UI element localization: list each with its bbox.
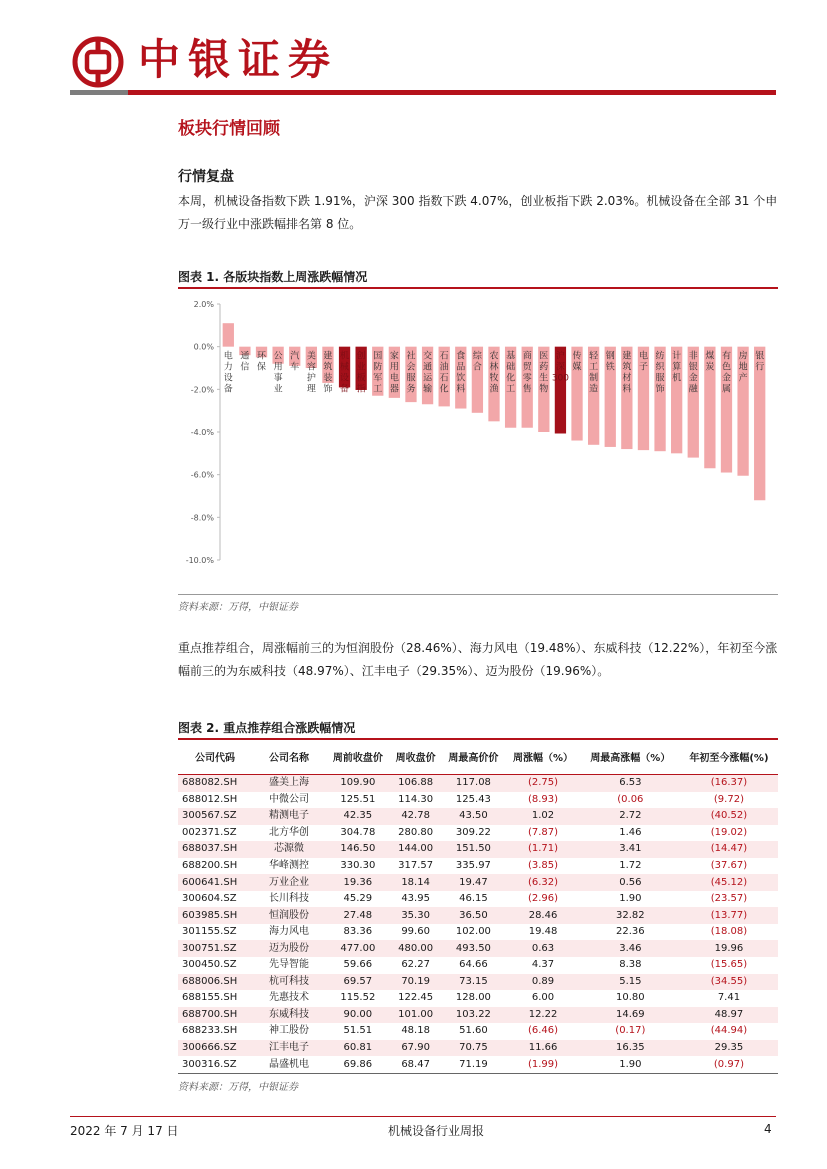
category-label: 综合 bbox=[472, 351, 482, 373]
table-row bbox=[178, 1007, 778, 1024]
category-label: 房地产 bbox=[738, 351, 748, 384]
table-cell: (34.55) bbox=[680, 974, 778, 991]
table-row bbox=[178, 1056, 778, 1073]
table-cell: 杭可科技 bbox=[252, 974, 326, 991]
table-cell: 90.00 bbox=[326, 1007, 390, 1024]
table-cell: 北方华创 bbox=[269, 826, 309, 838]
table-cell: 18.14 bbox=[390, 874, 442, 891]
table-cell: 280.80 bbox=[398, 826, 434, 838]
table-cell: 688082.SH bbox=[178, 775, 252, 792]
table-cell: 151.50 bbox=[442, 841, 506, 858]
table-cell: 146.50 bbox=[326, 841, 390, 858]
table-cell: 35.30 bbox=[390, 907, 442, 924]
category-label: 轻工制造 bbox=[589, 351, 599, 395]
category-label: 美容护理 bbox=[306, 351, 316, 395]
table-cell: 神工股份 bbox=[269, 1025, 309, 1037]
table-cell: 0.63 bbox=[505, 940, 581, 957]
table-cell: 32.82 bbox=[581, 907, 680, 924]
table-cell: 36.50 bbox=[442, 907, 506, 924]
table-cell: 688233.SH bbox=[182, 1025, 238, 1037]
table-cell: 300751.SZ bbox=[178, 940, 252, 957]
table-cell: 83.36 bbox=[343, 926, 373, 938]
category-label: 环保 bbox=[257, 351, 267, 373]
table-cell: 先导智能 bbox=[269, 959, 309, 971]
table-cell: 6.00 bbox=[531, 992, 555, 1004]
table-cell: 19.96 bbox=[680, 940, 778, 957]
table-cell: 335.97 bbox=[455, 860, 491, 871]
table-cell: 1.46 bbox=[619, 826, 642, 838]
table-cell: 002371.SZ bbox=[182, 826, 237, 838]
figure1-rule bbox=[178, 287, 778, 289]
category-label: 传媒 bbox=[572, 351, 582, 373]
footer-title: 机械设备行业周报 bbox=[388, 1124, 485, 1138]
table-cell: 688155.SH bbox=[182, 992, 238, 1004]
category-label: 商贸零售 bbox=[522, 351, 532, 395]
table-header-cell: 周最高价价 bbox=[442, 742, 506, 775]
category-label: 银行 bbox=[755, 351, 765, 373]
table-cell: 69.86 bbox=[326, 1056, 390, 1073]
category-label: 钢铁 bbox=[605, 351, 615, 373]
table-cell: (14.47) bbox=[680, 841, 778, 858]
table-cell: 6.53 bbox=[581, 775, 680, 792]
category-label: 食品饮料 bbox=[456, 351, 466, 395]
table-cell: 70.19 bbox=[390, 974, 442, 991]
table-cell: 11.66 bbox=[505, 1040, 581, 1057]
category-label: 建筑材料 bbox=[622, 351, 632, 395]
table-cell: (2.75) bbox=[505, 775, 581, 792]
table-cell: 62.27 bbox=[401, 959, 430, 971]
table-cell: 128.00 bbox=[455, 992, 491, 1004]
figure1-source: 资料来源：万得，中银证券 bbox=[178, 602, 298, 613]
category-label: 有色金属 bbox=[721, 351, 731, 395]
table-cell: 迈为股份 bbox=[252, 940, 326, 957]
figure2-rule bbox=[178, 738, 778, 740]
table-cell: 7.41 bbox=[717, 992, 741, 1004]
table-cell: (0.17) bbox=[615, 1025, 646, 1037]
table-cell: 先惠技术 bbox=[269, 992, 309, 1004]
table-cell: 海力风电 bbox=[269, 926, 309, 938]
table-cell: 29.35 bbox=[680, 1040, 778, 1057]
table-cell: 144.00 bbox=[390, 841, 442, 858]
sector-bar-chart bbox=[178, 290, 778, 590]
table-cell: 125.51 bbox=[340, 793, 376, 805]
category-label: 煤炭 bbox=[705, 351, 715, 373]
table-cell: 117.08 bbox=[442, 775, 506, 792]
table-cell: 600641.SH bbox=[178, 874, 252, 891]
table-cell: 1.02 bbox=[505, 808, 581, 825]
table-cell: (18.08) bbox=[710, 926, 748, 938]
table-cell: (9.72) bbox=[713, 793, 744, 805]
table-cell: 300666.SZ bbox=[178, 1040, 252, 1057]
table-cell: 2.72 bbox=[581, 808, 680, 825]
figure2-source: 资料来源：万得，中银证券 bbox=[178, 1082, 298, 1093]
y-tick-label: -10.0% bbox=[185, 556, 214, 565]
table-cell: 19.48 bbox=[528, 926, 558, 938]
table-cell: 48.18 bbox=[401, 1025, 430, 1037]
table-header-cell: 周涨幅（%） bbox=[505, 742, 581, 775]
table-cell: 22.36 bbox=[616, 926, 645, 938]
figure1-source-rule bbox=[178, 594, 778, 595]
table-cell: 42.78 bbox=[390, 808, 442, 825]
table-cell: 68.47 bbox=[390, 1056, 442, 1073]
table-row bbox=[178, 874, 778, 891]
table-cell: (1.71) bbox=[505, 841, 581, 858]
table-cell: 42.35 bbox=[326, 808, 390, 825]
table-cell: 67.90 bbox=[390, 1040, 442, 1057]
table-cell: 东威科技 bbox=[252, 1007, 326, 1024]
portfolio-paragraph: 重点推荐组合，周涨幅前三的为恒润股份（28.46%）、海力风电（19.48%）、东威科技（12.22%），年初至今涨幅前三的为东威科技（48.97%）、江丰电子（29.35%）、迈为股份（19.96%）。 bbox=[178, 641, 778, 678]
table-row bbox=[178, 891, 778, 908]
table-cell: 304.78 bbox=[340, 826, 376, 838]
table-row bbox=[178, 825, 778, 842]
sub-title: 行情复盘 bbox=[178, 169, 234, 185]
table-cell: 51.60 bbox=[459, 1025, 488, 1037]
table-cell: 51.51 bbox=[343, 1025, 373, 1037]
table-cell: 43.50 bbox=[442, 808, 506, 825]
page-number: 4 bbox=[764, 1122, 772, 1136]
table-row bbox=[178, 957, 778, 974]
table-cell: (15.65) bbox=[710, 959, 748, 971]
table-cell: 603985.SH bbox=[178, 907, 252, 924]
table-cell: 99.60 bbox=[401, 926, 430, 938]
table-cell: 46.15 bbox=[459, 893, 488, 905]
table-row bbox=[178, 907, 778, 924]
table-row bbox=[178, 1040, 778, 1057]
category-label: 汽车 bbox=[290, 351, 300, 373]
category-label: 沪深 300 bbox=[551, 351, 570, 384]
table-cell: 10.80 bbox=[616, 992, 645, 1004]
bank-logo-icon bbox=[72, 36, 124, 88]
table-cell: (23.57) bbox=[710, 893, 748, 905]
table-cell: 115.52 bbox=[340, 992, 376, 1004]
table-cell: 43.95 bbox=[401, 893, 430, 905]
table-cell: 73.15 bbox=[442, 974, 506, 991]
table-row bbox=[178, 841, 778, 858]
table-cell: (16.37) bbox=[680, 775, 778, 792]
table-row bbox=[178, 808, 778, 825]
section-title: 板块行情回顾 bbox=[178, 119, 280, 139]
category-label: 非银金融 bbox=[688, 351, 698, 395]
table-cell: (45.12) bbox=[680, 874, 778, 891]
table-cell: 1.90 bbox=[619, 893, 642, 905]
table-cell: 493.50 bbox=[442, 940, 506, 957]
table-cell: 300567.SZ bbox=[178, 808, 252, 825]
table-cell: 12.22 bbox=[505, 1007, 581, 1024]
table-cell: 69.57 bbox=[326, 974, 390, 991]
category-label: 机械设备 bbox=[340, 351, 350, 395]
table-cell: 300604.SZ bbox=[182, 893, 237, 905]
table-cell: 0.56 bbox=[581, 874, 680, 891]
table-cell: 59.66 bbox=[343, 959, 373, 971]
table-header-cell: 周最高涨幅（%） bbox=[581, 742, 680, 775]
table-cell: 103.22 bbox=[442, 1007, 506, 1024]
table-header-cell: 公司代码 bbox=[178, 742, 252, 775]
table-cell: 477.00 bbox=[326, 940, 390, 957]
category-label: 国防军工 bbox=[373, 351, 383, 395]
table-cell: 688012.SH bbox=[182, 793, 238, 805]
table-cell: 688700.SH bbox=[178, 1007, 252, 1024]
y-tick-label: 2.0% bbox=[193, 300, 214, 309]
table-header-cell: 周收盘价 bbox=[390, 742, 442, 775]
table-row bbox=[178, 775, 778, 792]
table-header-row bbox=[178, 742, 778, 775]
portfolio-table bbox=[178, 742, 778, 1074]
table-cell: 4.37 bbox=[531, 959, 555, 971]
table-cell: 480.00 bbox=[390, 940, 442, 957]
y-tick-label: -4.0% bbox=[190, 428, 214, 437]
table-cell: (6.46) bbox=[527, 1025, 559, 1037]
table-cell: 28.46 bbox=[505, 907, 581, 924]
table-cell: 中微公司 bbox=[269, 793, 309, 805]
market-review-paragraph: 本周，机械设备指数下跌 1.91%，沪深 300 指数下跌 4.07%，创业板指下跌 2.03%。机械设备在全部 31 个申万一级行业中涨跌幅排名第 8 位。 bbox=[178, 194, 778, 231]
table-cell: 330.30 bbox=[340, 860, 376, 871]
table-cell: 48.97 bbox=[680, 1007, 778, 1024]
table-cell: (0.06 bbox=[617, 793, 644, 805]
table-cell: 3.41 bbox=[581, 841, 680, 858]
table-cell: 万业企业 bbox=[252, 874, 326, 891]
table-cell: 300316.SZ bbox=[178, 1056, 252, 1073]
category-label: 纺织服饰 bbox=[655, 351, 665, 395]
table-cell: 64.66 bbox=[459, 959, 488, 971]
table-cell: 晶盛机电 bbox=[252, 1056, 326, 1073]
category-label: 社会服务 bbox=[406, 351, 416, 395]
category-label: 公用事业 bbox=[273, 351, 283, 395]
table-row bbox=[178, 858, 778, 875]
table-cell: 江丰电子 bbox=[252, 1040, 326, 1057]
table-cell: 14.69 bbox=[581, 1007, 680, 1024]
table-cell: 8.38 bbox=[619, 959, 642, 971]
table-cell: 16.35 bbox=[581, 1040, 680, 1057]
table-cell: 3.46 bbox=[581, 940, 680, 957]
table-header-cell: 周前收盘价 bbox=[326, 742, 390, 775]
table-cell: 芯源微 bbox=[252, 841, 326, 858]
table-cell: 1.72 bbox=[619, 860, 642, 871]
header-rule-red bbox=[128, 90, 776, 95]
table-cell: (0.97) bbox=[680, 1056, 778, 1073]
category-label: 农林牧渔 bbox=[489, 351, 499, 395]
table-row bbox=[178, 974, 778, 991]
table-row bbox=[178, 792, 778, 809]
table-row bbox=[178, 924, 778, 941]
table-cell: (1.99) bbox=[505, 1056, 581, 1073]
table-cell: 109.90 bbox=[326, 775, 390, 792]
category-label: 家用电器 bbox=[389, 351, 399, 395]
table-cell: 102.00 bbox=[455, 926, 491, 938]
table-cell: (8.93) bbox=[527, 793, 559, 805]
category-label: 交通运输 bbox=[423, 351, 433, 395]
table-cell: 122.45 bbox=[398, 992, 434, 1004]
table-cell: 华峰测控 bbox=[269, 860, 309, 871]
category-label: 创业板指 bbox=[356, 351, 366, 395]
figure1-title: 图表 1. 各版块指数上周涨跌幅情况 bbox=[178, 270, 368, 284]
table-cell: 70.75 bbox=[442, 1040, 506, 1057]
category-label: 医药生物 bbox=[539, 351, 549, 395]
table-cell: 盛美上海 bbox=[252, 775, 326, 792]
table-cell: (6.32) bbox=[505, 874, 581, 891]
table-cell: (7.87) bbox=[527, 826, 559, 838]
table-cell: 60.81 bbox=[326, 1040, 390, 1057]
table-cell: 19.47 bbox=[442, 874, 506, 891]
category-label: 通信 bbox=[240, 351, 250, 373]
table-body bbox=[178, 775, 778, 1074]
table-cell: (44.94) bbox=[710, 1025, 748, 1037]
table-cell: (40.52) bbox=[680, 808, 778, 825]
table-header-cell: 公司名称 bbox=[252, 742, 326, 775]
table-cell: 106.88 bbox=[390, 775, 442, 792]
table-cell: (37.67) bbox=[710, 860, 748, 871]
y-tick-label: -6.0% bbox=[190, 470, 214, 480]
category-label: 电子 bbox=[638, 351, 648, 373]
category-label: 电力设备 bbox=[223, 351, 233, 395]
table-cell: 27.48 bbox=[326, 907, 390, 924]
table-cell: 19.36 bbox=[326, 874, 390, 891]
table-cell: 309.22 bbox=[455, 826, 491, 838]
table-row bbox=[178, 940, 778, 957]
table-cell: 688006.SH bbox=[178, 974, 252, 991]
table-cell: 5.15 bbox=[581, 974, 680, 991]
table-cell: 125.43 bbox=[455, 793, 491, 805]
table-cell: 317.57 bbox=[398, 860, 434, 871]
chart-bar bbox=[223, 323, 234, 346]
footer-date: 2022 年 7 月 17 日 bbox=[70, 1124, 179, 1138]
figure2-title: 图表 2. 重点推荐组合涨跌幅情况 bbox=[178, 721, 356, 735]
category-label: 基础化工 bbox=[506, 351, 516, 395]
table-cell: (2.96) bbox=[527, 893, 559, 905]
table-cell: (3.85) bbox=[527, 860, 559, 871]
table-cell: 长川科技 bbox=[269, 893, 309, 905]
table-cell: 0.89 bbox=[505, 974, 581, 991]
table-cell: 114.30 bbox=[398, 793, 434, 805]
header-rule-gray bbox=[70, 90, 128, 95]
table-cell: 101.00 bbox=[390, 1007, 442, 1024]
table-cell: 精测电子 bbox=[252, 808, 326, 825]
table-cell: 301155.SZ bbox=[182, 926, 237, 938]
table-cell: 45.29 bbox=[343, 893, 373, 905]
category-label: 建筑装饰 bbox=[323, 351, 333, 395]
table-cell: 71.19 bbox=[442, 1056, 506, 1073]
table-header-cell: 年初至今涨幅(%) bbox=[680, 742, 778, 775]
footer-rule bbox=[70, 1116, 776, 1117]
table-cell: 688200.SH bbox=[182, 860, 238, 871]
table-cell: 恒润股份 bbox=[252, 907, 326, 924]
category-label: 石油石化 bbox=[439, 351, 449, 395]
y-tick-label: -8.0% bbox=[190, 513, 214, 523]
table-row bbox=[178, 990, 778, 1007]
table-cell: 688037.SH bbox=[178, 841, 252, 858]
table-row bbox=[178, 1023, 778, 1040]
table-cell: (13.77) bbox=[680, 907, 778, 924]
table-cell: (19.02) bbox=[710, 826, 748, 838]
table-cell: 300450.SZ bbox=[182, 959, 237, 971]
category-label: 计算机 bbox=[672, 351, 682, 384]
table-cell: 1.90 bbox=[581, 1056, 680, 1073]
y-tick-label: -2.0% bbox=[190, 385, 214, 395]
brand-name: 中银证券 bbox=[138, 35, 339, 84]
y-tick-label: 0.0% bbox=[193, 342, 214, 352]
